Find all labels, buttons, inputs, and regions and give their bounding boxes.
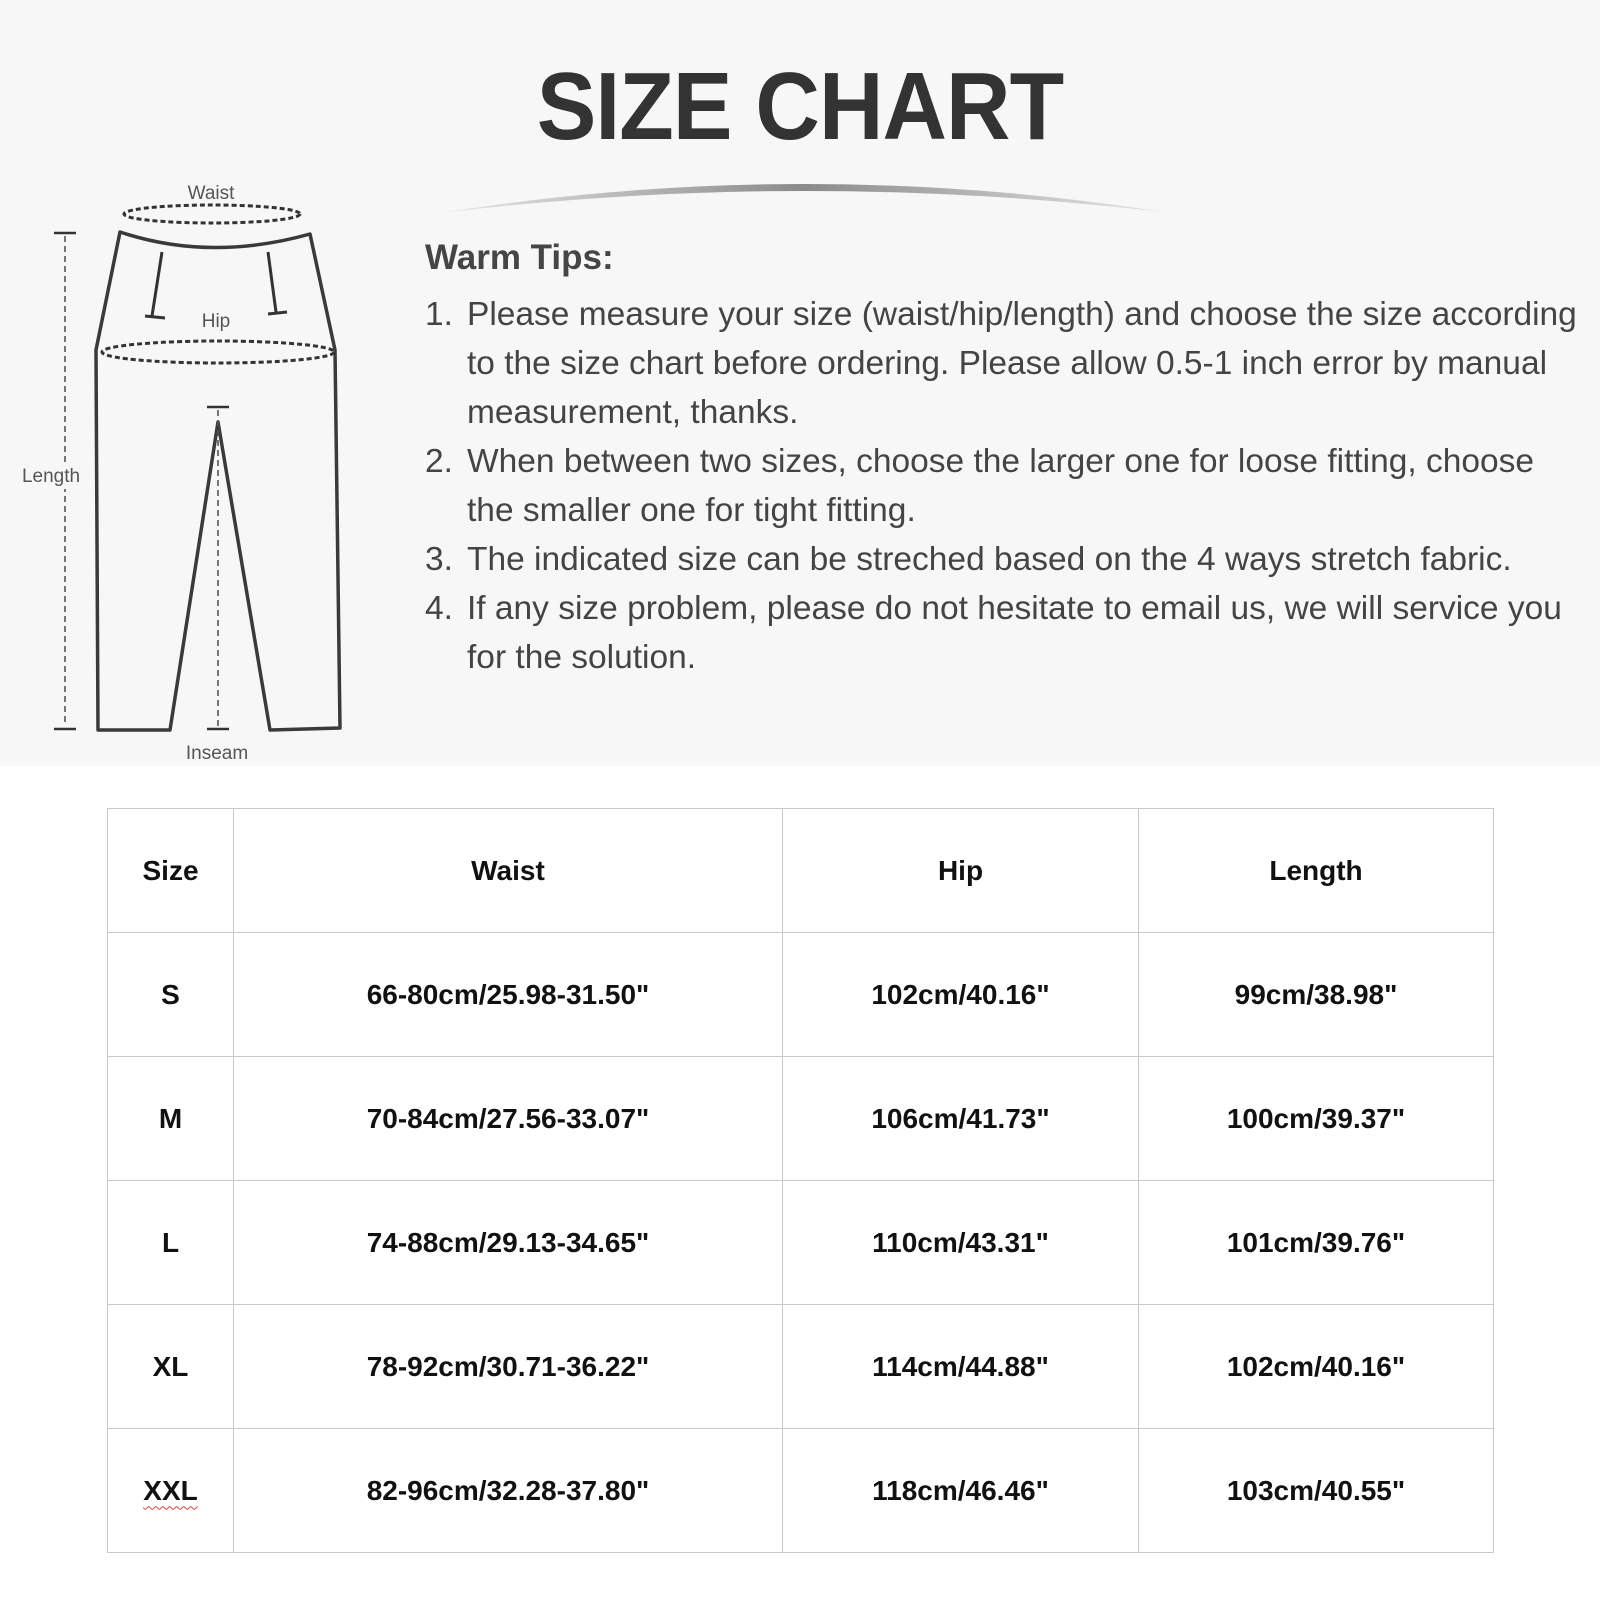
tip-number: 3. <box>425 541 453 578</box>
page-title: SIZE CHART <box>536 53 1064 160</box>
header-size: Size <box>108 809 234 933</box>
tip-number: 1. <box>425 296 453 333</box>
decorative-arc <box>440 165 1170 225</box>
hip-ellipse <box>102 341 334 363</box>
table-header-row <box>108 809 1494 933</box>
cell-waist: 70-84cm/27.56-33.07" <box>234 1057 783 1181</box>
cell-waist: 74-88cm/29.13-34.65" <box>234 1181 783 1305</box>
table-row <box>108 1429 1494 1553</box>
table-row <box>108 1305 1494 1429</box>
cell-size: M <box>108 1057 234 1181</box>
cell-length: 103cm/40.55" <box>1139 1429 1494 1553</box>
tip-item <box>425 535 1585 584</box>
tip-text: Please measure your size (waist/hip/length) and choose the size according to the size chart before ordering. Please allow 0.5-1 inch error by manual measurement, thanks. <box>467 296 1577 431</box>
cell-size <box>108 1429 234 1553</box>
cell-hip: 114cm/44.88" <box>783 1305 1139 1429</box>
cell-waist: 82-96cm/32.28-37.80" <box>234 1429 783 1553</box>
waist-ellipse <box>124 205 300 223</box>
tip-item <box>425 437 1585 535</box>
size-table <box>107 808 1494 1553</box>
header-length: Length <box>1139 809 1494 933</box>
tip-number: 4. <box>425 590 453 627</box>
table-row <box>108 1181 1494 1305</box>
tip-item <box>425 290 1585 437</box>
cell-length: 99cm/38.98" <box>1139 933 1494 1057</box>
header-waist: Waist <box>234 809 783 933</box>
cell-hip: 102cm/40.16" <box>783 933 1139 1057</box>
table-row <box>108 933 1494 1057</box>
tip-text: If any size problem, please do not hesitate to email us, we will service you for the solution. <box>467 590 1562 676</box>
cell-size: S <box>108 933 234 1057</box>
cell-size: L <box>108 1181 234 1305</box>
hip-label: Hip <box>201 311 231 332</box>
tip-text: When between two sizes, choose the larger one for loose fitting, choose the smaller one for tight fitting. <box>467 443 1535 529</box>
cell-size-text: XXL <box>143 1474 198 1506</box>
tip-item <box>425 584 1585 682</box>
cell-hip: 106cm/41.73" <box>783 1057 1139 1181</box>
length-label: Length <box>21 466 81 487</box>
inseam-label: Inseam <box>185 743 249 764</box>
cell-waist: 66-80cm/25.98-31.50" <box>234 933 783 1057</box>
table-row <box>108 1057 1494 1181</box>
cell-size: XL <box>108 1305 234 1429</box>
cell-length: 101cm/39.76" <box>1139 1181 1494 1305</box>
cell-waist: 78-92cm/30.71-36.22" <box>234 1305 783 1429</box>
pants-measurement-diagram <box>0 180 360 770</box>
cell-hip: 118cm/46.46" <box>783 1429 1139 1553</box>
cell-length: 102cm/40.16" <box>1139 1305 1494 1429</box>
waist-label: Waist <box>187 183 235 204</box>
header-hip: Hip <box>783 809 1139 933</box>
cell-hip: 110cm/43.31" <box>783 1181 1139 1305</box>
cell-length: 100cm/39.37" <box>1139 1057 1494 1181</box>
warm-tips <box>425 238 1585 682</box>
tip-number: 2. <box>425 443 453 480</box>
tips-heading: Warm Tips: <box>425 238 614 277</box>
tip-text: The indicated size can be streched based on the 4 ways stretch fabric. <box>467 541 1512 578</box>
